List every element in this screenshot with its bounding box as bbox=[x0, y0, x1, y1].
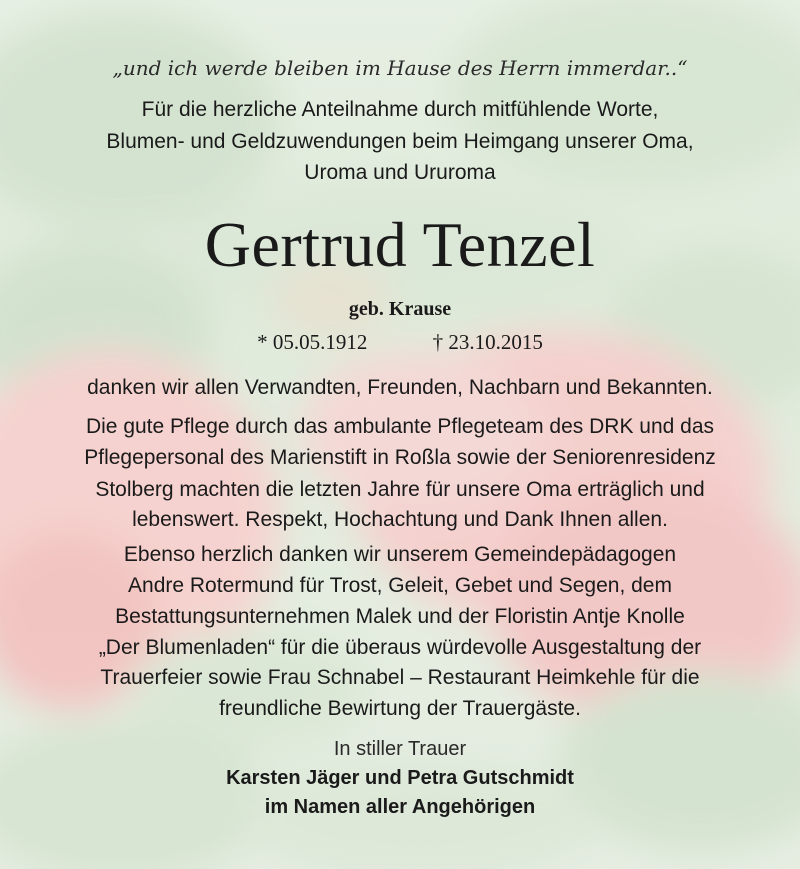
signature-behalf: im Namen aller Angehörigen bbox=[264, 796, 536, 818]
signature-names: Karsten Jäger und Petra Gutschmidt bbox=[226, 767, 574, 789]
bible-quote: „und ich werde bleiben im Hause des Herrn immerdar..“ bbox=[112, 56, 688, 80]
paragraph-2-line-6: freundliche Bewirtung der Trauergäste. bbox=[219, 697, 581, 720]
life-dates bbox=[0, 330, 800, 355]
paragraph-2-line-2: Andre Rotermund für Trost, Geleit, Gebet und Segen, dem bbox=[128, 574, 672, 597]
birth-date: * 05.05.1912 bbox=[257, 330, 368, 354]
death-date: † 23.10.2015 bbox=[432, 330, 543, 354]
paragraph-2-line-1: Ebenso herzlich danken wir unserem Gemeindepädagogen bbox=[123, 543, 677, 566]
paragraph-1-line-2: Pflegepersonal des Marienstift in Roßla sowie der Seniorenresidenz bbox=[84, 446, 716, 469]
birth-name: geb. Krause bbox=[348, 298, 452, 320]
intro-line-1: Für die herzliche Anteilnahme durch mitfühlende Worte, bbox=[141, 98, 659, 121]
paragraph-1-line-3: Stolberg machten die letzten Jahre für unsere Oma erträglich und bbox=[95, 478, 705, 501]
paragraph-2-line-4: „Der Blumenladen“ für die überaus würdevolle Ausgestaltung der bbox=[98, 636, 702, 659]
signature-heading: In stiller Trauer bbox=[333, 738, 467, 760]
paragraph-1-line-1: Die gute Pflege durch das ambulante Pflegeteam des DRK und das bbox=[85, 415, 715, 438]
intro-line-2: Blumen- und Geldzuwendungen beim Heimgang unserer Oma, bbox=[106, 130, 694, 153]
paragraph-2-line-5: Trauerfeier sowie Frau Schnabel – Restaurant Heimkehle für die bbox=[100, 666, 700, 689]
intro-line-3: Uroma und Ururoma bbox=[304, 161, 496, 184]
paragraph-1-line-4: lebenswert. Respekt, Hochachtung und Dank Ihnen allen. bbox=[132, 508, 668, 531]
paragraph-2-line-3: Bestattungsunternehmen Malek und der Floristin Antje Knolle bbox=[115, 605, 685, 628]
thanks-line: danken wir allen Verwandten, Freunden, Nachbarn und Bekannten. bbox=[87, 376, 713, 399]
deceased-name: Gertrud Tenzel bbox=[204, 209, 596, 280]
